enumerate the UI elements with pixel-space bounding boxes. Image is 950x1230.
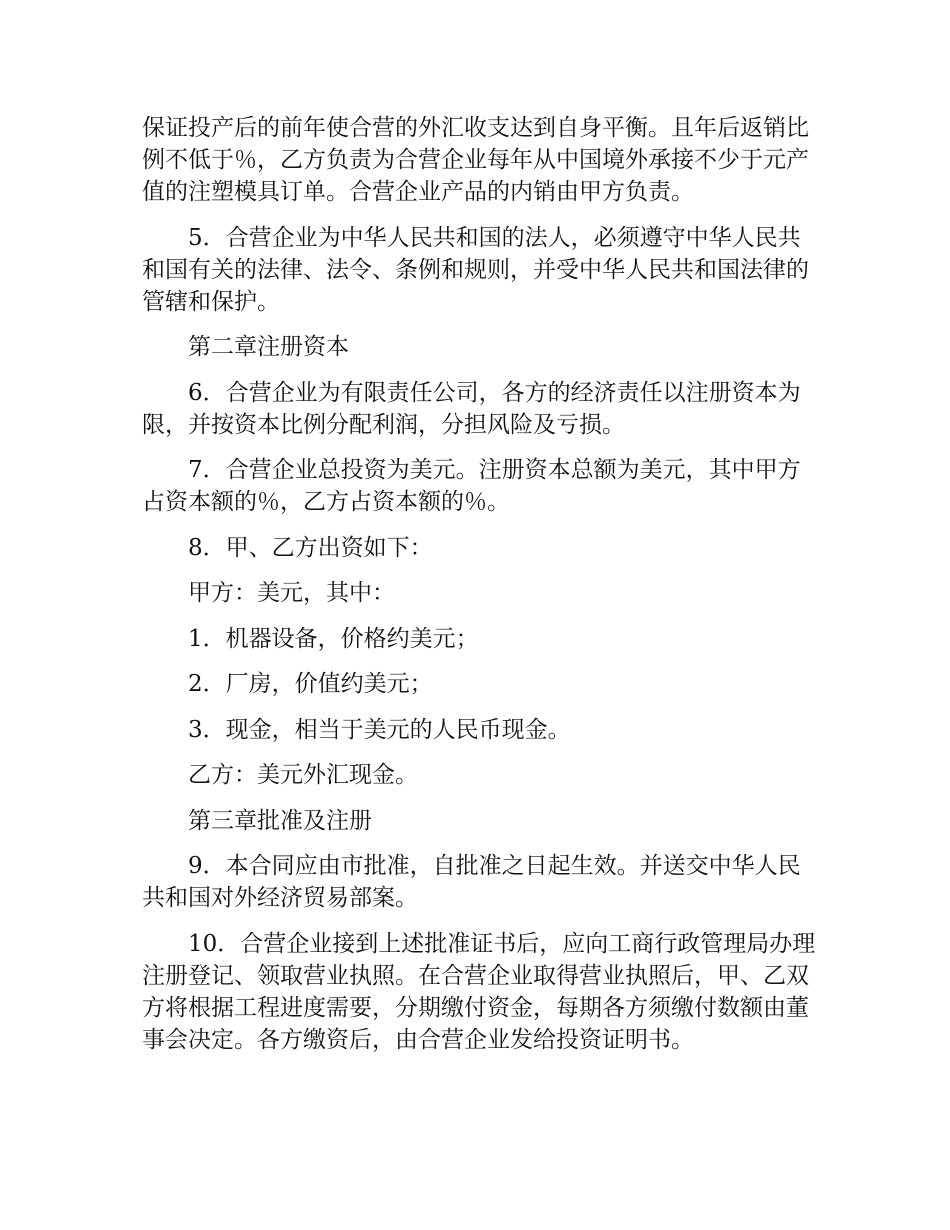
paragraph-article-8: 8．甲、乙方出资如下：: [188, 534, 433, 561]
paragraph-article-6: 6．合营企业为有限责任公司，各方的经济责任以注册资本为限，并按资本比例分配利润，分担风险及亏损。: [142, 379, 801, 438]
paragraph-article-5: 5．合营企业为中华人民共和国的法人，必须遵守中华人民共和国有关的法律、法令、条例和规则，并受中华人民共和国法律的管辖和保护。: [142, 224, 809, 315]
document-body: [142, 112, 822, 1069]
paragraph-article-7: 7．合营企业总投资为美元。注册资本总额为美元，其中甲方占资本额的％，乙方占资本额的％。: [142, 457, 801, 515]
chapter-heading-2: 第二章注册资本: [188, 334, 349, 360]
list-item-cash: 3．现金，相当于美元的人民币现金。: [188, 716, 571, 743]
list-item-factory: 2．厂房，价值约美元；: [188, 671, 433, 697]
paragraph-article-10: 10．合营企业接到上述批准证书后，应向工商行政管理局办理注册登记、领取营业执照。在合营企业取得营业执照后，甲、乙双方将根据工程进度需要，分期缴付资金，每期各方须缴付数额由董事会决定。各方缴资后，由合营企业发给投资证明书。: [142, 930, 816, 1053]
paragraph-party-b-contribution: 乙方：美元外汇现金。: [188, 762, 418, 788]
list-item-machinery: 1．机器设备，价格约美元；: [188, 625, 479, 652]
paragraph-export-balance: 保证投产后的前年使合营的外汇收支达到自身平衡。且年后返销比例不低于％，乙方负责为合营企业每年从中国境外承接不少于元产值的注塑模具订单。合营企业产品的内销由甲方负责。: [142, 115, 809, 205]
paragraph-article-9: 9．本合同应由市批准，自批准之日起生效。并送交中华人民共和国对外经济贸易部案。: [142, 853, 801, 911]
chapter-heading-3: 第三章批准及注册: [188, 807, 372, 834]
paragraph-party-a-contribution: 甲方：美元，其中：: [188, 580, 395, 606]
